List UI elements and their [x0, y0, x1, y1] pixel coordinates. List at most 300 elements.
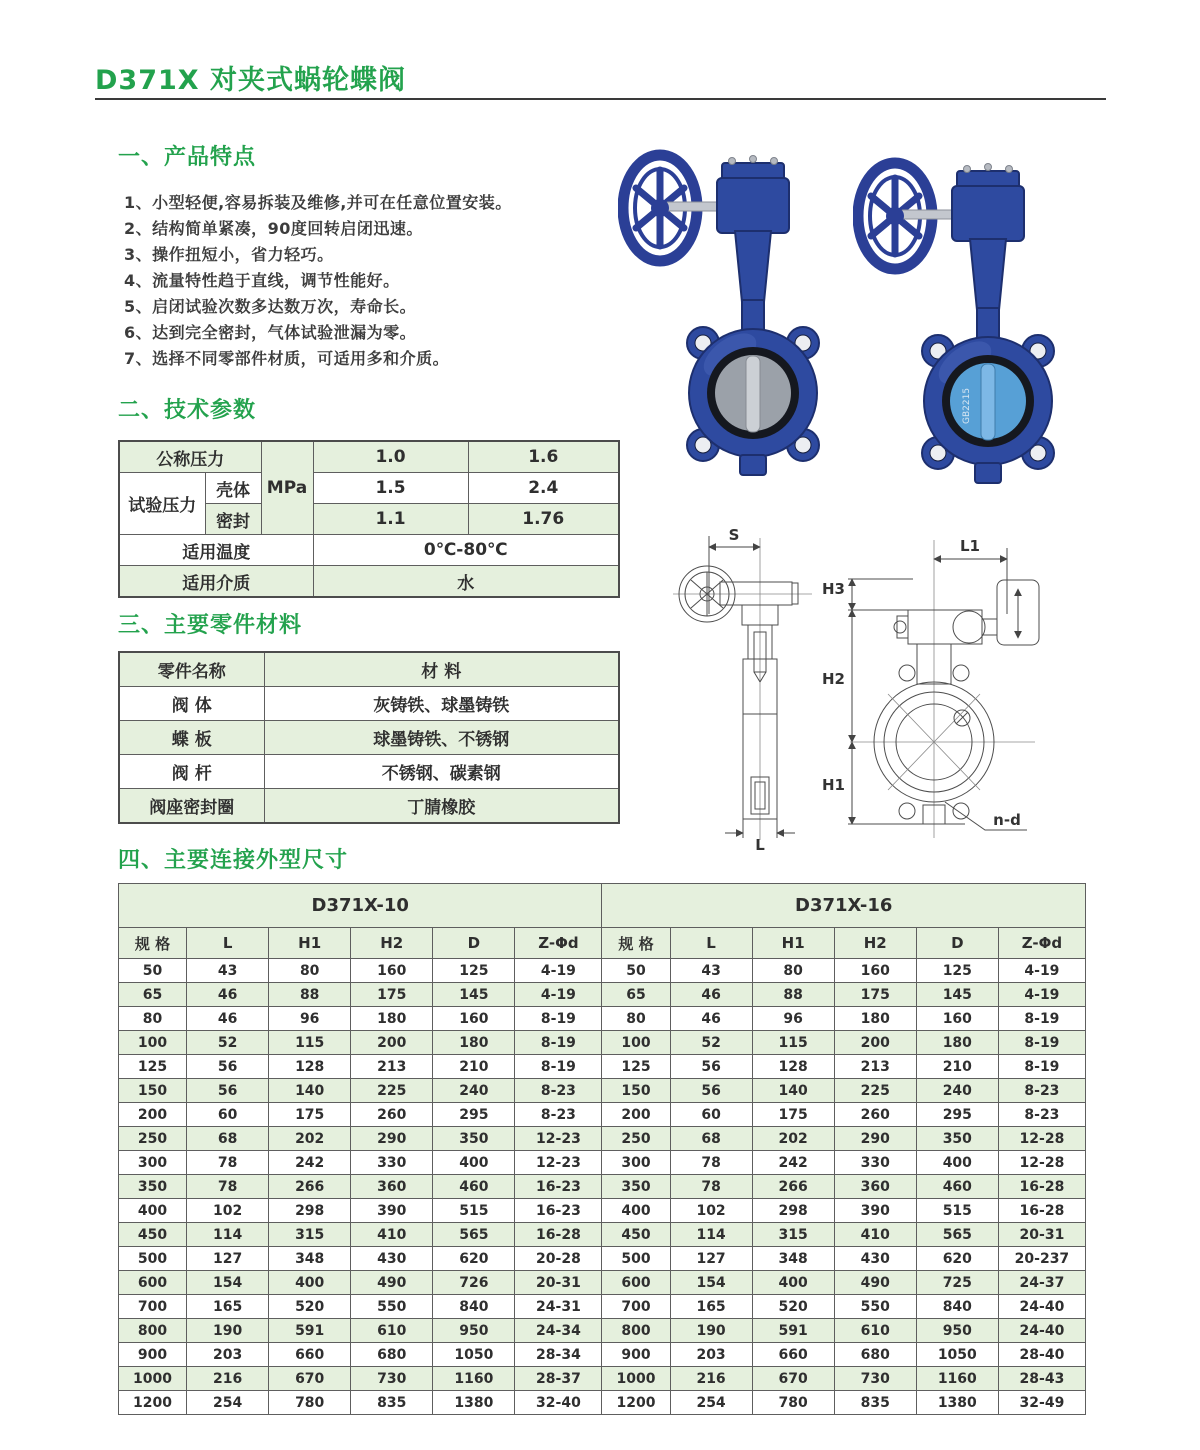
dim-cell: 1050 [916, 1343, 998, 1367]
dim-cell: 620 [916, 1247, 998, 1271]
dim-cell: 680 [834, 1343, 916, 1367]
dim-cell: 730 [351, 1367, 433, 1391]
dim-cell: 175 [269, 1103, 351, 1127]
dim-cell: 410 [351, 1223, 433, 1247]
dim-cell: 8-23 [998, 1079, 1085, 1103]
dim-cell: 490 [834, 1271, 916, 1295]
dim-cell: 68 [187, 1127, 269, 1151]
dim-cell: 8-23 [515, 1103, 602, 1127]
dim-cell: 266 [269, 1175, 351, 1199]
dim-cell: 620 [433, 1247, 515, 1271]
feature-item: 1、小型轻便,容易拆装及维修,并可在任意位置安装。 [124, 193, 512, 212]
dim-cell: 350 [119, 1175, 187, 1199]
dim-cell: 700 [602, 1295, 670, 1319]
shell-value-2: 2.4 [468, 473, 619, 504]
dim-cell: 1160 [433, 1367, 515, 1391]
dim-cell: 12-23 [515, 1151, 602, 1175]
tech-row-media [119, 566, 619, 598]
materials-cell: 丁腈橡胶 [264, 789, 619, 824]
dim-cell: 565 [433, 1223, 515, 1247]
seal-label: 密封 [205, 504, 261, 535]
dim-cell: 60 [187, 1103, 269, 1127]
dim-column-header: D [433, 928, 515, 959]
dim-cell: 78 [670, 1175, 752, 1199]
dim-cell: 350 [433, 1127, 515, 1151]
dim-cell: 16-28 [998, 1199, 1085, 1223]
dim-cell: 160 [351, 959, 433, 983]
dim-cell: 200 [602, 1103, 670, 1127]
dim-cell: 600 [119, 1271, 187, 1295]
dim-row [119, 1007, 1086, 1031]
dim-cell: 550 [834, 1295, 916, 1319]
dim-cell: 24-31 [515, 1295, 602, 1319]
dim-cell: 240 [433, 1079, 515, 1103]
dim-cell: 490 [351, 1271, 433, 1295]
dim-label-h3: H3 [822, 580, 845, 598]
dim-row [119, 1391, 1086, 1415]
materials-row [119, 789, 619, 824]
gearbox [952, 186, 1024, 241]
dim-cell: 210 [433, 1055, 515, 1079]
dim-cell: 115 [269, 1031, 351, 1055]
dim-cell: 80 [119, 1007, 187, 1031]
title-divider [95, 98, 1106, 100]
dim-cell: 800 [602, 1319, 670, 1343]
dim-cell: 8-19 [515, 1055, 602, 1079]
disc-marking: GB2215 [962, 387, 972, 424]
dim-cell: 520 [269, 1295, 351, 1319]
dim-cell: 114 [670, 1223, 752, 1247]
dim-cell: 150 [602, 1079, 670, 1103]
dim-row [119, 1199, 1086, 1223]
dim-column-header: D [916, 928, 998, 959]
dim-cell: 46 [670, 983, 752, 1007]
dim-cell: 24-34 [515, 1319, 602, 1343]
worm-shaft [666, 202, 720, 211]
dim-cell: 8-23 [998, 1103, 1085, 1127]
dim-column-header-row [119, 928, 1086, 959]
dim-row [119, 983, 1086, 1007]
dim-cell: 390 [351, 1199, 433, 1223]
dim-cell: 400 [119, 1199, 187, 1223]
dim-cell: 213 [834, 1055, 916, 1079]
wheel-hub [651, 199, 669, 217]
dim-cell: 360 [834, 1175, 916, 1199]
dim-label-h2: H2 [822, 670, 845, 688]
materials-header-row [119, 652, 619, 687]
dim-cell: 450 [119, 1223, 187, 1247]
dim-cell: 225 [351, 1079, 433, 1103]
feature-item: 4、流量特性趋于直线，调节性能好。 [124, 271, 400, 290]
shell-value-1: 1.5 [313, 473, 468, 504]
page-title: D371X 对夹式蜗轮蝶阀 [95, 65, 406, 96]
dim-cell: 400 [433, 1151, 515, 1175]
dim-cell: 295 [433, 1103, 515, 1127]
dim-cell: 660 [269, 1343, 351, 1367]
dim-cell: 4-19 [998, 983, 1085, 1007]
shell-label: 壳体 [205, 473, 261, 504]
feature-item: 7、选择不同零部件材质，可适用多和介质。 [124, 349, 450, 368]
dim-cell: 800 [119, 1319, 187, 1343]
dim-cell: 96 [752, 1007, 834, 1031]
dim-group-header-row [119, 884, 1086, 928]
dim-row [119, 1079, 1086, 1103]
media-value: 水 [313, 566, 619, 598]
materials-cell: 蝶 板 [119, 721, 264, 755]
section-features [118, 140, 638, 372]
dim-cell: 840 [433, 1295, 515, 1319]
dim-cell: 175 [351, 983, 433, 1007]
dim-cell: 780 [752, 1391, 834, 1415]
feature-item: 2、结构简单紧凑，90度回转启闭迅速。 [124, 219, 423, 238]
dim-cell: 330 [351, 1151, 433, 1175]
dim-cell: 80 [602, 1007, 670, 1031]
nominal-pressure-label: 公称压力 [119, 441, 261, 473]
dim-cell: 160 [433, 1007, 515, 1031]
dim-cell: 52 [187, 1031, 269, 1055]
dim-cell: 200 [834, 1031, 916, 1055]
disc-stem [746, 356, 760, 432]
dim-cell: 78 [187, 1175, 269, 1199]
dim-cell: 12-28 [998, 1151, 1085, 1175]
dim-cell: 60 [670, 1103, 752, 1127]
dim-cell: 200 [119, 1103, 187, 1127]
dim-column-header: H2 [351, 928, 433, 959]
dim-cell: 140 [269, 1079, 351, 1103]
dim-cell: 180 [433, 1031, 515, 1055]
dim-cell: 4-19 [515, 983, 602, 1007]
dim-cell: 190 [670, 1319, 752, 1343]
tech-row-shell [119, 473, 619, 504]
dim-cell: 28-43 [998, 1367, 1085, 1391]
nominal-value-1: 1.0 [313, 441, 468, 473]
section-tech-params [118, 393, 623, 598]
dim-row [119, 1031, 1086, 1055]
dim-label-l: L [755, 836, 765, 854]
materials-heading: 三、主要零件材料 [118, 613, 303, 638]
dim-cell: 400 [916, 1151, 998, 1175]
dim-row [119, 1223, 1086, 1247]
dim-row [119, 1367, 1086, 1391]
dim-row [119, 1343, 1086, 1367]
dim-cell: 65 [119, 983, 187, 1007]
dim-cell: 20-28 [515, 1247, 602, 1271]
dim-cell: 100 [602, 1031, 670, 1055]
dim-cell: 350 [602, 1175, 670, 1199]
dim-cell: 4-19 [515, 959, 602, 983]
dim-cell: 315 [269, 1223, 351, 1247]
dim-cell: 145 [916, 983, 998, 1007]
dim-label-s: S [728, 526, 740, 544]
dim-cell: 835 [834, 1391, 916, 1415]
dim-cell: 32-49 [998, 1391, 1085, 1415]
dim-cell: 43 [187, 959, 269, 983]
dim-cell: 1200 [602, 1391, 670, 1415]
dim-row [119, 1151, 1086, 1175]
dim-cell: 50 [119, 959, 187, 983]
dim-cell: 78 [187, 1151, 269, 1175]
temp-label: 适用温度 [119, 535, 313, 566]
dim-column-header: Z-Φd [515, 928, 602, 959]
nominal-value-2: 1.6 [468, 441, 619, 473]
dim-cell: 24-40 [998, 1295, 1085, 1319]
gearbox [717, 178, 789, 233]
dim-cell: 12-28 [998, 1127, 1085, 1151]
dim-cell: 591 [269, 1319, 351, 1343]
dim-row [119, 1247, 1086, 1271]
dim-cell: 300 [602, 1151, 670, 1175]
dim-cell: 290 [834, 1127, 916, 1151]
test-pressure-label: 试验压力 [119, 473, 205, 535]
dim-row [119, 1319, 1086, 1343]
dim-cell: 96 [269, 1007, 351, 1031]
dim-cell: 348 [752, 1247, 834, 1271]
dim-cell: 180 [834, 1007, 916, 1031]
dim-cell: 950 [916, 1319, 998, 1343]
dim-row [119, 1055, 1086, 1079]
feature-item: 3、操作扭短小，省力轻巧。 [124, 245, 334, 264]
tech-row-nominal [119, 441, 619, 473]
dim-cell: 295 [916, 1103, 998, 1127]
dim-cell: 80 [752, 959, 834, 983]
seal-value-2: 1.76 [468, 504, 619, 535]
dim-cell: 8-19 [998, 1007, 1085, 1031]
seal-value-1: 1.1 [313, 504, 468, 535]
dim-cell: 350 [916, 1127, 998, 1151]
media-label: 适用介质 [119, 566, 313, 598]
dim-cell: 12-23 [515, 1127, 602, 1151]
tech-params-table [118, 440, 620, 598]
front-view [822, 537, 1039, 838]
dim-cell: 46 [187, 983, 269, 1007]
dim-cell: 56 [187, 1079, 269, 1103]
dim-cell: 900 [119, 1343, 187, 1367]
dim-cell: 46 [187, 1007, 269, 1031]
dim-cell: 213 [351, 1055, 433, 1079]
dim-cell: 348 [269, 1247, 351, 1271]
dim-cell: 680 [351, 1343, 433, 1367]
dim-cell: 565 [916, 1223, 998, 1247]
dim-cell: 360 [351, 1175, 433, 1199]
dim-cell: 128 [269, 1055, 351, 1079]
dim-cell: 500 [119, 1247, 187, 1271]
dim-cell: 28-40 [998, 1343, 1085, 1367]
dim-cell: 250 [602, 1127, 670, 1151]
dim-cell: 190 [187, 1319, 269, 1343]
feature-list [124, 190, 638, 372]
dim-cell: 515 [916, 1199, 998, 1223]
dim-cell: 52 [670, 1031, 752, 1055]
dim-cell: 175 [752, 1103, 834, 1127]
dim-group-header: D371X-16 [602, 884, 1086, 928]
dim-cell: 102 [670, 1199, 752, 1223]
dim-column-header: H1 [269, 928, 351, 959]
dim-cell: 4-19 [998, 959, 1085, 983]
dim-cell: 730 [834, 1367, 916, 1391]
materials-cell: 灰铸铁、球墨铸铁 [264, 687, 619, 721]
dim-cell: 266 [752, 1175, 834, 1199]
dim-cell: 150 [119, 1079, 187, 1103]
dim-cell: 24-37 [998, 1271, 1085, 1295]
materials-row [119, 687, 619, 721]
materials-cell: 球墨铸铁、不锈钢 [264, 721, 619, 755]
bottom-boss [975, 463, 1001, 483]
dim-row [119, 1271, 1086, 1295]
dim-cell: 88 [752, 983, 834, 1007]
dim-cell: 520 [752, 1295, 834, 1319]
dim-cell: 1380 [433, 1391, 515, 1415]
dim-cell: 240 [916, 1079, 998, 1103]
dim-cell: 1200 [119, 1391, 187, 1415]
dim-cell: 254 [187, 1391, 269, 1415]
dim-cell: 145 [433, 983, 515, 1007]
dim-cell: 203 [187, 1343, 269, 1367]
dim-cell: 43 [670, 959, 752, 983]
materials-cell: 阀 体 [119, 687, 264, 721]
tech-row-temp [119, 535, 619, 566]
dim-cell: 460 [433, 1175, 515, 1199]
wheel-hub [886, 207, 904, 225]
dim-label-l1: L1 [960, 537, 980, 555]
dim-cell: 450 [602, 1223, 670, 1247]
dim-row [119, 1103, 1086, 1127]
dimension-drawing-svg [645, 522, 1195, 854]
dim-cell: 56 [187, 1055, 269, 1079]
dim-cell: 165 [187, 1295, 269, 1319]
materials-table [118, 651, 620, 824]
dim-column-header: L [187, 928, 269, 959]
dim-cell: 180 [351, 1007, 433, 1031]
dim-cell: 400 [752, 1271, 834, 1295]
dim-cell: 260 [351, 1103, 433, 1127]
dim-cell: 56 [670, 1055, 752, 1079]
dim-cell: 1050 [433, 1343, 515, 1367]
dim-cell: 1380 [916, 1391, 998, 1415]
dim-cell: 242 [752, 1151, 834, 1175]
dim-cell: 125 [602, 1055, 670, 1079]
dim-cell: 80 [269, 959, 351, 983]
materials-row [119, 755, 619, 789]
temp-value: 0℃-80℃ [313, 535, 619, 566]
dim-cell: 65 [602, 983, 670, 1007]
side-view [673, 526, 812, 854]
dim-cell: 430 [351, 1247, 433, 1271]
dim-column-header: H1 [752, 928, 834, 959]
dim-column-header: L [670, 928, 752, 959]
dim-cell: 725 [916, 1271, 998, 1295]
dim-cell: 125 [916, 959, 998, 983]
dim-cell: 670 [269, 1367, 351, 1391]
dim-cell: 8-19 [515, 1031, 602, 1055]
dim-cell: 390 [834, 1199, 916, 1223]
dim-cell: 410 [834, 1223, 916, 1247]
dim-cell: 670 [752, 1367, 834, 1391]
dim-cell: 660 [752, 1343, 834, 1367]
dim-cell: 515 [433, 1199, 515, 1223]
dim-cell: 50 [602, 959, 670, 983]
dim-cell: 840 [916, 1295, 998, 1319]
dim-cell: 160 [916, 1007, 998, 1031]
dim-cell: 8-19 [998, 1031, 1085, 1055]
dim-cell: 128 [752, 1055, 834, 1079]
dim-cell: 400 [602, 1199, 670, 1223]
feature-item: 6、达到完全密封，气体试验泄漏为零。 [124, 323, 417, 342]
dim-cell: 8-23 [515, 1079, 602, 1103]
dim-cell: 202 [269, 1127, 351, 1151]
dim-label-nd: n-d [993, 811, 1021, 829]
dim-label-h1: H1 [822, 776, 845, 794]
dim-column-header: Z-Φd [998, 928, 1085, 959]
dim-cell: 125 [119, 1055, 187, 1079]
valve-neck [735, 231, 771, 302]
materials-cell: 不锈钢、碳素钢 [264, 755, 619, 789]
dim-cell: 78 [670, 1151, 752, 1175]
dim-cell: 165 [670, 1295, 752, 1319]
dim-cell: 780 [269, 1391, 351, 1415]
dim-column-header: 规 格 [602, 928, 670, 959]
section-materials [118, 608, 623, 824]
dim-cell: 32-40 [515, 1391, 602, 1415]
dim-cell: 154 [187, 1271, 269, 1295]
dim-cell: 610 [834, 1319, 916, 1343]
materials-header-cell: 零件名称 [119, 652, 264, 687]
dim-cell: 202 [752, 1127, 834, 1151]
dim-row [119, 1295, 1086, 1319]
materials-header-cell: 材 料 [264, 652, 619, 687]
dim-cell: 330 [834, 1151, 916, 1175]
dim-cell: 298 [752, 1199, 834, 1223]
dim-cell: 16-28 [998, 1175, 1085, 1199]
dim-cell: 16-28 [515, 1223, 602, 1247]
dim-cell: 68 [670, 1127, 752, 1151]
dim-cell: 160 [834, 959, 916, 983]
dim-cell: 298 [269, 1199, 351, 1223]
dim-cell: 56 [670, 1079, 752, 1103]
dim-column-header: H2 [834, 928, 916, 959]
dimensions-heading: 四、主要连接外型尺寸 [118, 848, 349, 873]
section-dimensions [118, 843, 1093, 1415]
dim-cell: 430 [834, 1247, 916, 1271]
dim-cell: 216 [670, 1367, 752, 1391]
dim-cell: 175 [834, 983, 916, 1007]
dim-cell: 400 [269, 1271, 351, 1295]
bottom-boss [740, 455, 766, 475]
dim-cell: 1160 [916, 1367, 998, 1391]
dim-cell: 726 [433, 1271, 515, 1295]
dim-cell: 28-37 [515, 1367, 602, 1391]
dim-cell: 210 [916, 1055, 998, 1079]
dim-cell: 700 [119, 1295, 187, 1319]
dim-cell: 260 [834, 1103, 916, 1127]
dim-cell: 460 [916, 1175, 998, 1199]
dim-cell: 102 [187, 1199, 269, 1223]
dim-cell: 203 [670, 1343, 752, 1367]
valve-neck [970, 239, 1006, 310]
dim-cell: 250 [119, 1127, 187, 1151]
dim-row [119, 1127, 1086, 1151]
feature-item: 5、启闭试验次数多达数万次，寿命长。 [124, 297, 417, 316]
dimension-drawing [645, 522, 1195, 854]
dim-row [119, 1175, 1086, 1199]
dim-row [119, 959, 1086, 983]
dim-cell: 315 [752, 1223, 834, 1247]
materials-cell: 阀 杆 [119, 755, 264, 789]
dim-cell: 16-23 [515, 1199, 602, 1223]
dim-cell: 46 [670, 1007, 752, 1031]
disc-stem [981, 364, 995, 440]
dim-cell: 8-19 [515, 1007, 602, 1031]
worm-shaft [901, 210, 955, 219]
